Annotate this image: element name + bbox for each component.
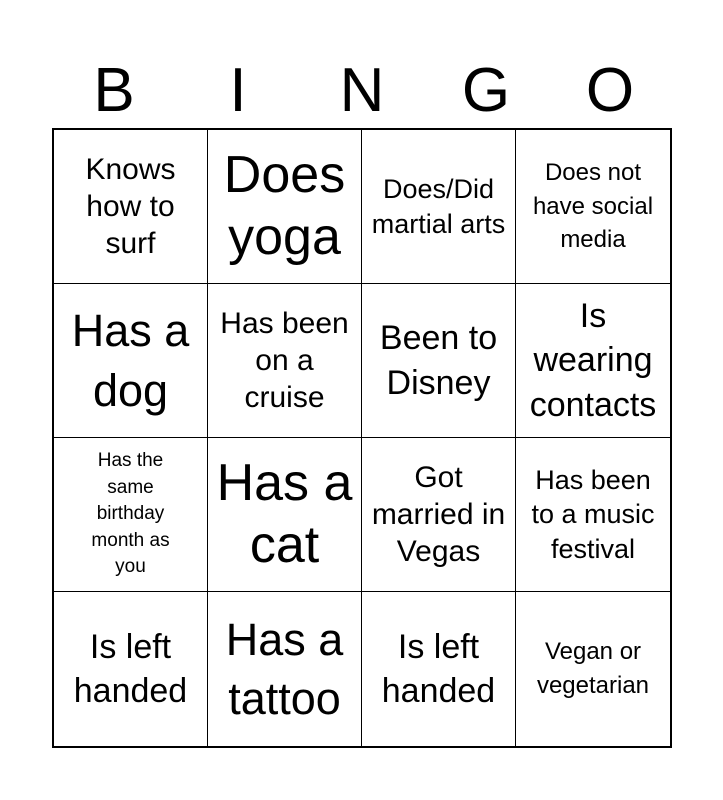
cell-text: Is left handed [381, 627, 496, 710]
cell-text: Vegan or vegetarian [536, 638, 650, 699]
bingo-cell[interactable] [362, 438, 516, 592]
cell-text: Does yoga [223, 146, 346, 266]
cell-text: Has been to a music festival [531, 464, 655, 564]
bingo-cell[interactable] [54, 592, 208, 746]
cell-text: Does/Did martial arts [371, 173, 506, 239]
header-letter-i: I [229, 56, 247, 125]
bingo-cell[interactable] [516, 130, 670, 284]
cell-text: Knows how to surf [85, 152, 176, 261]
bingo-cell[interactable] [516, 284, 670, 438]
header-letter-o: O [585, 56, 635, 125]
cell-text: Has a tattoo [225, 613, 344, 724]
header-letter-g: G [461, 56, 511, 125]
bingo-cell[interactable] [516, 592, 670, 746]
cell-text: Has a cat [216, 454, 353, 574]
bingo-cell[interactable] [362, 130, 516, 284]
bingo-cell[interactable] [54, 438, 208, 592]
bingo-board [52, 128, 672, 748]
cell-text: Is left handed [73, 627, 188, 710]
cell-text: Has been on a cruise [220, 306, 349, 415]
bingo-cell[interactable] [54, 130, 208, 284]
bingo-header [52, 55, 672, 127]
bingo-cell[interactable] [362, 284, 516, 438]
cell-text: Has a dog [71, 305, 190, 416]
cell-text: Is wearing contacts [529, 297, 657, 424]
bingo-cell[interactable] [208, 130, 362, 284]
header-letter-b: B [93, 56, 135, 125]
bingo-cell[interactable] [362, 592, 516, 746]
bingo-cell[interactable] [516, 438, 670, 592]
header-letter-n: N [339, 56, 385, 125]
bingo-cell[interactable] [208, 592, 362, 746]
cell-text: Has the same birthday month as you [91, 450, 170, 578]
bingo-cell[interactable] [208, 284, 362, 438]
cell-text: Got married in Vegas [371, 460, 506, 569]
cell-text: Been to Disney [379, 319, 498, 402]
bingo-cell[interactable] [54, 284, 208, 438]
cell-text: Does not have social media [532, 159, 654, 254]
bingo-cell[interactable] [208, 438, 362, 592]
